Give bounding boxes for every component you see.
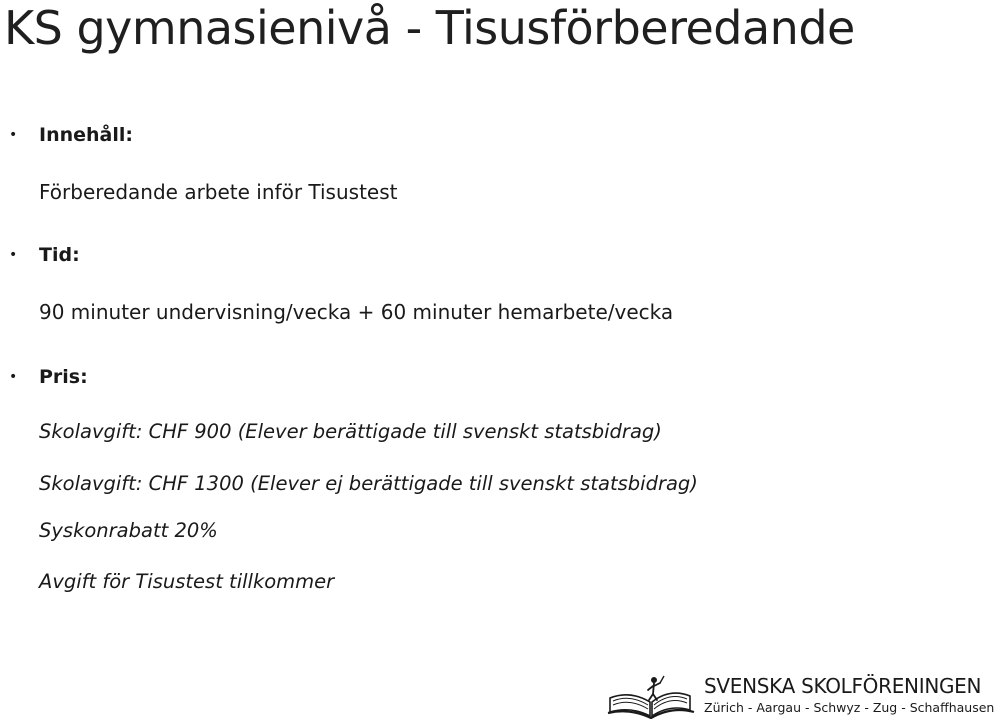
school-logo bbox=[606, 672, 994, 719]
bullet-icon: • bbox=[9, 369, 18, 385]
price-fee-eligible: Skolavgift: CHF 900 (Elever berättigade till svenskt statsbidrag) bbox=[39, 420, 662, 443]
price-fee-not-eligible: Skolavgift: CHF 1300 (Elever ej berättigade till svenskt statsbidrag) bbox=[39, 472, 698, 495]
open-book-icon bbox=[606, 672, 698, 719]
tisus-test-fee-note: Avgift för Tisustest tillkommer bbox=[39, 570, 335, 593]
bullet-icon: • bbox=[9, 247, 18, 263]
section-heading-price: Pris: bbox=[39, 366, 88, 388]
logo-cantons: Zürich - Aargau - Schwyz - Zug - Schaffhausen bbox=[704, 700, 994, 715]
logo-organization-name: SVENSKA SKOLFÖRENINGEN bbox=[704, 674, 982, 698]
page-title: KS gymnasienivå - Tisusförberedande bbox=[4, 1, 855, 55]
content-description: Förberedande arbete inför Tisustest bbox=[39, 180, 398, 204]
section-heading-time: Tid: bbox=[39, 244, 80, 266]
section-heading-content: Innehåll: bbox=[39, 124, 133, 146]
time-description: 90 minuter undervisning/vecka + 60 minuter hemarbete/vecka bbox=[39, 300, 674, 324]
sibling-discount: Syskonrabatt 20% bbox=[39, 519, 218, 542]
bullet-icon: • bbox=[9, 127, 18, 143]
